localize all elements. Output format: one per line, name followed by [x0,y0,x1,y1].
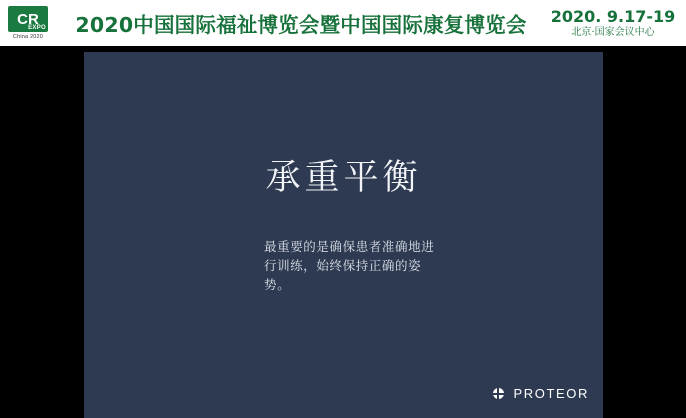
slide-heading: 承重平衡 [265,158,422,198]
banner-title-container [56,0,546,46]
presentation-slide [84,52,603,418]
event-date: 2020. 9.17-19 [550,6,676,26]
video-stage [0,46,686,418]
slide-brand [490,385,589,402]
banner-event-info [546,0,686,46]
logo-cr-text: CR [17,10,39,28]
proteor-cross-circle-icon [490,385,507,402]
event-venue: 北京·国家会议中心 [571,26,655,38]
logo-subtitle: China 2020 [12,34,44,40]
expo-logo [0,0,56,46]
page-title: 2020中国国际福祉博览会暨中国国际康复博览会 [75,13,527,37]
logo-expo-text: EXPO [28,25,46,31]
event-banner [0,0,686,46]
brand-name: PROTEOR [513,386,589,401]
slide-body-text: 最重要的是确保患者准确地进行训练，始终保持正确的姿势。 [264,239,435,292]
logo-badge [8,6,48,32]
